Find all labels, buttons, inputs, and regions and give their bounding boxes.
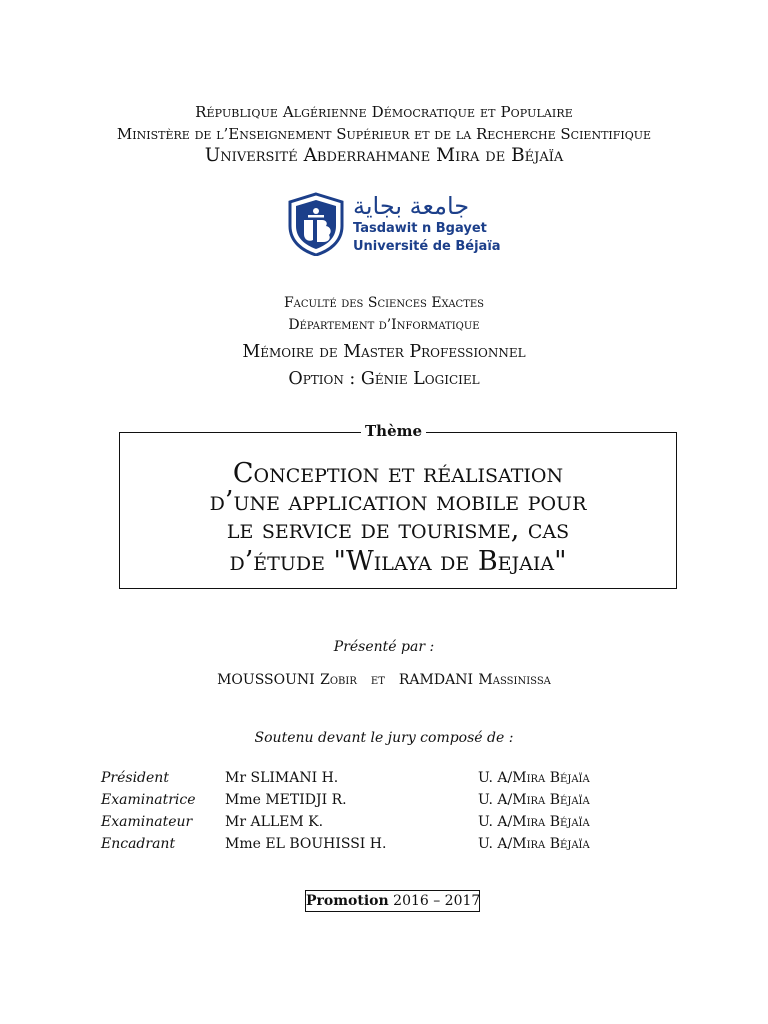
jury-role: Examinatrice — [101, 792, 196, 808]
title-line: Conception et réalisation — [232, 458, 564, 489]
jury-institution: U. A/Mira Béjaïa — [478, 814, 590, 830]
department-line: Département d’Informatique — [288, 317, 480, 333]
title-line: d’étude "Wilaya de Bejaia" — [229, 546, 567, 577]
thesis-type-line: Mémoire de Master Professionnel — [242, 342, 526, 362]
jury-institution: U. A/Mira Béjaïa — [478, 836, 590, 852]
jury-row — [0, 770, 768, 790]
title-line: d’une application mobile pour — [209, 486, 587, 517]
ministry-line: Ministère de l’Enseignement Supérieur et de la Recherche Scientifique — [116, 125, 652, 143]
jury-row — [0, 814, 768, 834]
theme-label: Thème — [361, 422, 426, 440]
option-line: Option : Génie Logiciel — [288, 369, 480, 389]
title-line: le service de tourisme, cas — [226, 514, 570, 545]
jury-institution: U. A/Mira Béjaïa — [478, 792, 590, 808]
jury-institution: U. A/Mira Béjaïa — [478, 770, 590, 786]
author-name: MOUSSOUNI Zobir — [217, 672, 357, 688]
jury-row — [0, 836, 768, 856]
promotion-label: Promotion — [306, 893, 389, 909]
university-shield-icon — [287, 192, 345, 256]
logo-arabic-text: جامعة بجاية — [353, 192, 470, 220]
logo-kabyle-text: Tasdawit n Bgayet — [353, 221, 487, 236]
university-line: Université Abderrahmane Mira de Béjaïa — [204, 145, 564, 166]
author-name: RAMDANI Massinissa — [398, 672, 551, 688]
jury-role: Examinateur — [101, 814, 193, 830]
presented-by-label: Présenté par : — [333, 639, 435, 655]
logo-french-text: Université de Béjaïa — [353, 239, 501, 254]
jury-name: Mme EL BOUHISSI H. — [225, 836, 387, 852]
faculty-line: Faculté des Sciences Exactes — [283, 295, 485, 311]
republic-line: République Algérienne Démocratique et Populaire — [195, 103, 573, 121]
jury-name: Mr SLIMANI H. — [225, 770, 339, 786]
jury-name: Mme METIDJI R. — [225, 792, 347, 808]
author-conjunction: et — [370, 672, 385, 688]
thesis-title — [119, 460, 677, 576]
jury-name: Mr ALLEM K. — [225, 814, 324, 830]
jury-intro: Soutenu devant le jury composé de : — [254, 730, 514, 746]
promotion-box — [305, 890, 480, 912]
jury-role: Encadrant — [101, 836, 176, 852]
jury-row — [0, 792, 768, 812]
promotion-years: 2016 – 2017 — [393, 893, 481, 909]
jury-role: Président — [101, 770, 169, 786]
university-logo — [287, 192, 501, 262]
authors-line — [0, 672, 768, 688]
